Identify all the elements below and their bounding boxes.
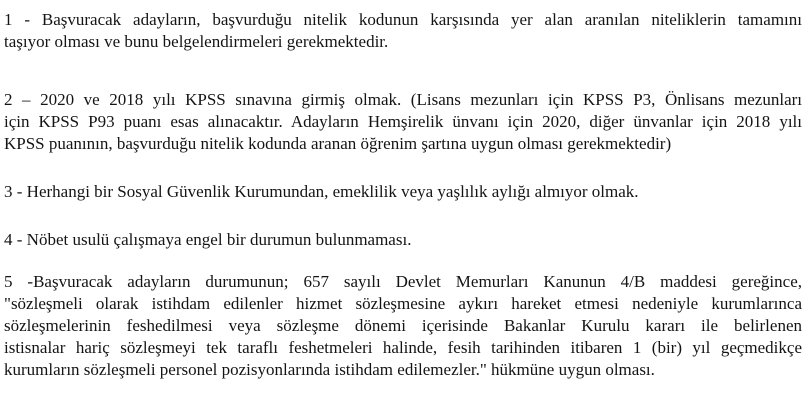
paragraph-line: "sözleşmeli olarak istihdam edilenler hizmet sözleşmesine aykırı hareket etmesi nedeniyle kurumlarınca <box>4 294 802 313</box>
requirement-paragraph-5 <box>4 271 802 381</box>
paragraph-line: için KPSS P93 puanı esas alınacaktır. Adayların Hemşirelik ünvanı için 2020, diğer ünvanlar için 2018 yılı <box>4 112 802 131</box>
requirement-paragraph-4 <box>4 229 802 251</box>
paragraph-line: kurumların sözleşmeli personel pozisyonlarında istihdam edilemezler." hükmüne uygun olması. <box>4 360 655 379</box>
requirement-paragraph-3 <box>4 181 802 203</box>
requirement-paragraph-1 <box>4 9 802 53</box>
paragraph-line: 2 – 2020 ve 2018 yılı KPSS sınavına girmiş olmak. (Lisans mezunları için KPSS P3, Önlisans mezunları <box>4 90 802 109</box>
paragraph-line: 1 - Başvuracak adayların, başvurduğu nitelik kodunun karşısında yer alan aranılan niteliklerin tamamını <box>4 10 802 29</box>
paragraph-line: 5 -Başvuracak adayların durumunun; 657 sayılı Devlet Memurları Kanunun 4/B maddesi gereğince, <box>4 272 802 291</box>
paragraph-line: taşıyor olması ve bunu belgelendirmeleri gerekmektedir. <box>4 32 389 51</box>
requirement-paragraph-2 <box>4 89 802 155</box>
paragraph-line: istisnalar hariç sözleşmeyi tek taraflı feshetmeleri halinde, fesih tarihinden itibaren 1 (bir) yıl geçmedikçe <box>4 338 802 357</box>
paragraph-line: 3 - Herhangi bir Sosyal Güvenlik Kurumundan, emeklilik veya yaşlılık aylığı almıyor olmak. <box>4 182 639 201</box>
paragraph-line: 4 - Nöbet usulü çalışmaya engel bir durumun bulunmaması. <box>4 230 412 249</box>
paragraph-line: KPSS puanının, başvurduğu nitelik kodunda aranan öğrenim şartına uygun olması gerekmektedir) <box>4 134 672 153</box>
paragraph-line: sözleşmelerinin feshedilmesi veya sözleşme dönemi içerisinde Bakanlar Kurulu kararı ile belirlenen <box>4 316 802 335</box>
